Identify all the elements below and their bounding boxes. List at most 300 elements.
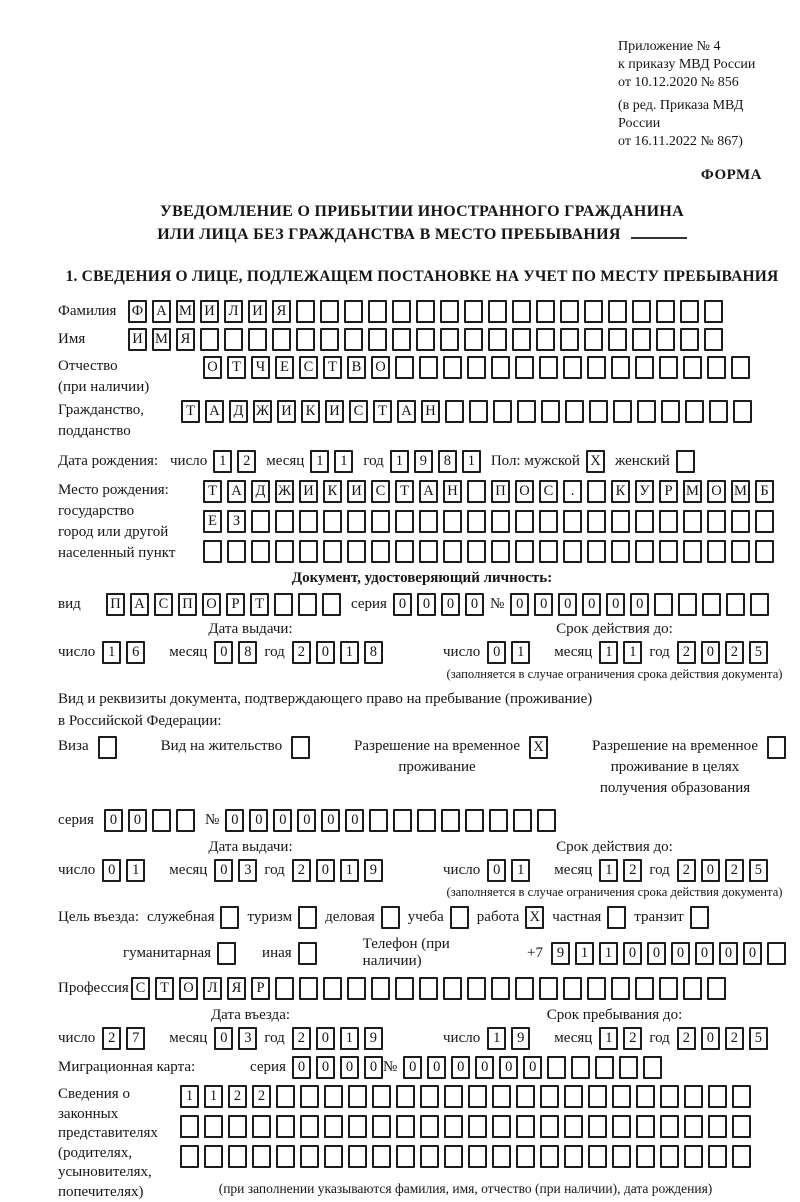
permit-number-cell[interactable]: 0 xyxy=(225,809,244,832)
guardians-cell[interactable] xyxy=(588,1145,607,1168)
name-cell[interactable]: М xyxy=(152,328,171,351)
guardians-cell[interactable] xyxy=(324,1085,343,1108)
patronymic-cell[interactable] xyxy=(563,356,582,379)
doc-type-cell[interactable]: А xyxy=(130,593,149,616)
patronymic-cell[interactable] xyxy=(515,356,534,379)
name-cell[interactable] xyxy=(320,328,339,351)
birthplace-cell[interactable] xyxy=(611,510,630,533)
doc-type-cell[interactable]: Р xyxy=(226,593,245,616)
iddoc-issue-year-cell[interactable]: 2 xyxy=(292,641,311,664)
iddoc-issue-year-cell[interactable]: 1 xyxy=(340,641,359,664)
stay-month-cell[interactable]: 2 xyxy=(623,1027,642,1050)
guardians-cell[interactable] xyxy=(540,1085,559,1108)
guardians-cell[interactable] xyxy=(204,1145,223,1168)
birthplace-cell[interactable] xyxy=(251,510,270,533)
birthplace-cell[interactable] xyxy=(683,540,702,563)
permit-number-cell[interactable]: 0 xyxy=(321,809,340,832)
citizenship-cell[interactable] xyxy=(517,400,536,423)
guardians-cell[interactable] xyxy=(372,1115,391,1138)
permit-issue-year-cell[interactable]: 9 xyxy=(364,859,383,882)
permit-number-cell[interactable] xyxy=(537,809,556,832)
citizenship-cell[interactable]: Т xyxy=(373,400,392,423)
patronymic-cell[interactable] xyxy=(635,356,654,379)
guardians-cell[interactable] xyxy=(636,1115,655,1138)
purpose-private-checkbox-cell[interactable] xyxy=(607,906,626,929)
birthplace-cell[interactable] xyxy=(635,540,654,563)
patronymic-cell[interactable] xyxy=(491,356,510,379)
birthplace-cell[interactable]: А xyxy=(227,480,246,503)
guardians-cell[interactable] xyxy=(252,1115,271,1138)
migcard-number-cell[interactable] xyxy=(595,1056,614,1079)
birthplace-cell[interactable] xyxy=(251,540,270,563)
permit-number-cell[interactable]: 0 xyxy=(249,809,268,832)
guardians-cell[interactable] xyxy=(492,1115,511,1138)
phone-cell[interactable]: 0 xyxy=(671,942,690,965)
migcard-number-cell[interactable]: 0 xyxy=(475,1056,494,1079)
patronymic-cell[interactable]: Т xyxy=(323,356,342,379)
doc-type-cell[interactable]: П xyxy=(178,593,197,616)
birthplace-cell[interactable] xyxy=(587,540,606,563)
surname-cell[interactable] xyxy=(608,300,627,323)
birthplace-cell[interactable]: О xyxy=(515,480,534,503)
surname-cell[interactable] xyxy=(464,300,483,323)
permit-series-cell[interactable] xyxy=(152,809,171,832)
birthplace-cell[interactable] xyxy=(395,540,414,563)
surname-cell[interactable]: Я xyxy=(272,300,291,323)
name-cell[interactable] xyxy=(248,328,267,351)
guardians-cell[interactable] xyxy=(468,1085,487,1108)
entry-day-cell[interactable]: 2 xyxy=(102,1027,121,1050)
doc-number-cell[interactable]: 0 xyxy=(510,593,529,616)
profession-cell[interactable] xyxy=(515,977,534,1000)
guardians-cell[interactable] xyxy=(324,1115,343,1138)
guardians-cell[interactable] xyxy=(708,1115,727,1138)
birthplace-cell[interactable] xyxy=(227,540,246,563)
permit-number-cell[interactable]: 0 xyxy=(273,809,292,832)
doc-type-cell[interactable]: Т xyxy=(250,593,269,616)
patronymic-cell[interactable] xyxy=(443,356,462,379)
profession-cell[interactable] xyxy=(275,977,294,1000)
citizenship-cell[interactable]: И xyxy=(277,400,296,423)
permit-series-cell[interactable] xyxy=(176,809,195,832)
migcard-number-cell[interactable] xyxy=(619,1056,638,1079)
migcard-number-cell[interactable]: 0 xyxy=(523,1056,542,1079)
guardians-cell[interactable] xyxy=(420,1115,439,1138)
iddoc-issue-month-cell[interactable]: 8 xyxy=(238,641,257,664)
iddoc-issue-year-cell[interactable]: 8 xyxy=(364,641,383,664)
profession-cell[interactable] xyxy=(683,977,702,1000)
citizenship-cell[interactable] xyxy=(733,400,752,423)
name-cell[interactable] xyxy=(512,328,531,351)
surname-cell[interactable]: И xyxy=(248,300,267,323)
iddoc-expiry-day-cell[interactable]: 1 xyxy=(511,641,530,664)
surname-cell[interactable] xyxy=(560,300,579,323)
permit-expiry-year-cell[interactable]: 2 xyxy=(725,859,744,882)
citizenship-cell[interactable] xyxy=(637,400,656,423)
citizenship-cell[interactable] xyxy=(565,400,584,423)
guardians-cell[interactable] xyxy=(204,1115,223,1138)
guardians-cell[interactable] xyxy=(348,1085,367,1108)
birthplace-cell[interactable]: С xyxy=(371,480,390,503)
patronymic-cell[interactable] xyxy=(419,356,438,379)
guardians-cell[interactable] xyxy=(372,1085,391,1108)
guardians-cell[interactable] xyxy=(444,1085,463,1108)
permit-number-cell[interactable] xyxy=(369,809,388,832)
guardians-cell[interactable] xyxy=(276,1115,295,1138)
title-blank-underline[interactable] xyxy=(631,224,687,239)
name-cell[interactable] xyxy=(440,328,459,351)
guardians-cell[interactable] xyxy=(660,1145,679,1168)
surname-cell[interactable] xyxy=(632,300,651,323)
iddoc-expiry-month-cell[interactable]: 1 xyxy=(599,641,618,664)
iddoc-expiry-year-cell[interactable]: 2 xyxy=(725,641,744,664)
migcard-number-cell[interactable]: 0 xyxy=(499,1056,518,1079)
birthplace-cell[interactable] xyxy=(299,510,318,533)
surname-cell[interactable]: А xyxy=(152,300,171,323)
iddoc-expiry-day-cell[interactable]: 0 xyxy=(487,641,506,664)
guardians-cell[interactable] xyxy=(612,1145,631,1168)
surname-cell[interactable] xyxy=(320,300,339,323)
purpose-business-checkbox-cell[interactable] xyxy=(381,906,400,929)
surname-cell[interactable] xyxy=(656,300,675,323)
birthplace-cell[interactable]: П xyxy=(491,480,510,503)
citizenship-cell[interactable] xyxy=(709,400,728,423)
permit-number-cell[interactable]: 0 xyxy=(345,809,364,832)
citizenship-cell[interactable]: А xyxy=(397,400,416,423)
birthplace-cell[interactable]: Д xyxy=(251,480,270,503)
phone-cell[interactable]: 0 xyxy=(743,942,762,965)
purpose-other-checkbox-cell[interactable] xyxy=(298,942,317,965)
birthplace-cell[interactable]: . xyxy=(563,480,582,503)
guardians-cell[interactable] xyxy=(324,1145,343,1168)
birthplace-cell[interactable] xyxy=(467,540,486,563)
guardians-cell[interactable] xyxy=(276,1085,295,1108)
birthplace-cell[interactable] xyxy=(755,510,774,533)
migcard-number-cell[interactable]: 0 xyxy=(451,1056,470,1079)
birthplace-cell[interactable] xyxy=(467,480,486,503)
birthplace-cell[interactable] xyxy=(371,510,390,533)
birth-day-cell[interactable]: 2 xyxy=(237,450,256,473)
profession-cell[interactable]: Т xyxy=(155,977,174,1000)
permit-number-cell[interactable] xyxy=(393,809,412,832)
iddoc-expiry-year-cell[interactable]: 0 xyxy=(701,641,720,664)
name-cell[interactable]: И xyxy=(128,328,147,351)
birthplace-cell[interactable]: С xyxy=(539,480,558,503)
birthplace-cell[interactable] xyxy=(539,540,558,563)
patronymic-cell[interactable] xyxy=(611,356,630,379)
purpose-tourism-checkbox-cell[interactable] xyxy=(298,906,317,929)
birthplace-cell[interactable] xyxy=(515,540,534,563)
guardians-cell[interactable]: 1 xyxy=(180,1085,199,1108)
profession-cell[interactable] xyxy=(539,977,558,1000)
profession-cell[interactable] xyxy=(467,977,486,1000)
guardians-cell[interactable] xyxy=(540,1145,559,1168)
migcard-series-cell[interactable]: 0 xyxy=(364,1056,383,1079)
surname-cell[interactable] xyxy=(536,300,555,323)
birthplace-cell[interactable]: Е xyxy=(203,510,222,533)
birthplace-cell[interactable] xyxy=(347,510,366,533)
birthplace-cell[interactable]: Н xyxy=(443,480,462,503)
birthplace-cell[interactable] xyxy=(323,540,342,563)
name-cell[interactable] xyxy=(632,328,651,351)
birthplace-cell[interactable] xyxy=(323,510,342,533)
birthplace-cell[interactable] xyxy=(635,510,654,533)
birthplace-cell[interactable] xyxy=(491,540,510,563)
birth-year-cell[interactable]: 1 xyxy=(462,450,481,473)
guardians-cell[interactable] xyxy=(468,1115,487,1138)
permit-issue-year-cell[interactable]: 0 xyxy=(316,859,335,882)
temporary-residence-checkbox-cell[interactable]: X xyxy=(529,736,548,759)
migcard-number-cell[interactable] xyxy=(643,1056,662,1079)
permit-number-cell[interactable] xyxy=(489,809,508,832)
sex-female-checkbox-cell[interactable] xyxy=(676,450,695,473)
surname-cell[interactable] xyxy=(584,300,603,323)
guardians-cell[interactable] xyxy=(228,1115,247,1138)
sex-male-checkbox-cell[interactable]: X xyxy=(586,450,605,473)
name-cell[interactable] xyxy=(608,328,627,351)
permit-expiry-month-cell[interactable]: 2 xyxy=(623,859,642,882)
purpose-humanitarian-checkbox-cell[interactable] xyxy=(217,942,236,965)
profession-cell[interactable] xyxy=(347,977,366,1000)
name-cell[interactable] xyxy=(296,328,315,351)
birth-month-cell[interactable]: 1 xyxy=(310,450,329,473)
guardians-cell[interactable] xyxy=(708,1085,727,1108)
birthplace-cell[interactable]: Ж xyxy=(275,480,294,503)
doc-number-cell[interactable]: 0 xyxy=(582,593,601,616)
surname-cell[interactable] xyxy=(344,300,363,323)
birthplace-cell[interactable] xyxy=(563,540,582,563)
surname-cell[interactable] xyxy=(488,300,507,323)
guardians-cell[interactable] xyxy=(636,1145,655,1168)
guardians-cell[interactable] xyxy=(396,1145,415,1168)
birthplace-cell[interactable]: З xyxy=(227,510,246,533)
patronymic-cell[interactable]: Е xyxy=(275,356,294,379)
profession-cell[interactable]: Р xyxy=(251,977,270,1000)
citizenship-cell[interactable]: Д xyxy=(229,400,248,423)
patronymic-cell[interactable] xyxy=(467,356,486,379)
birthplace-cell[interactable] xyxy=(347,540,366,563)
entry-month-cell[interactable]: 3 xyxy=(238,1027,257,1050)
citizenship-cell[interactable]: И xyxy=(325,400,344,423)
name-cell[interactable] xyxy=(560,328,579,351)
profession-cell[interactable]: Я xyxy=(227,977,246,1000)
phone-cell[interactable]: 0 xyxy=(695,942,714,965)
birthplace-cell[interactable] xyxy=(611,540,630,563)
phone-cell[interactable]: 1 xyxy=(599,942,618,965)
profession-cell[interactable]: С xyxy=(131,977,150,1000)
guardians-cell[interactable]: 2 xyxy=(228,1085,247,1108)
birthplace-cell[interactable]: К xyxy=(611,480,630,503)
guardians-cell[interactable] xyxy=(444,1145,463,1168)
profession-cell[interactable] xyxy=(299,977,318,1000)
permit-issue-month-cell[interactable]: 0 xyxy=(214,859,233,882)
guardians-cell[interactable] xyxy=(564,1115,583,1138)
doc-number-cell[interactable]: 0 xyxy=(558,593,577,616)
guardians-cell[interactable] xyxy=(540,1115,559,1138)
guardians-cell[interactable] xyxy=(420,1085,439,1108)
doc-number-cell[interactable]: 0 xyxy=(606,593,625,616)
doc-type-cell[interactable] xyxy=(274,593,293,616)
residence-permit-checkbox-cell[interactable] xyxy=(291,736,310,759)
doc-series-cell[interactable]: 0 xyxy=(393,593,412,616)
birthplace-cell[interactable] xyxy=(203,540,222,563)
guardians-cell[interactable] xyxy=(564,1085,583,1108)
citizenship-cell[interactable] xyxy=(661,400,680,423)
doc-number-cell[interactable]: 0 xyxy=(630,593,649,616)
permit-expiry-year-cell[interactable]: 0 xyxy=(701,859,720,882)
guardians-cell[interactable] xyxy=(684,1145,703,1168)
guardians-cell[interactable] xyxy=(396,1115,415,1138)
stay-day-cell[interactable]: 9 xyxy=(511,1027,530,1050)
patronymic-cell[interactable]: О xyxy=(371,356,390,379)
name-cell[interactable] xyxy=(584,328,603,351)
birthplace-cell[interactable] xyxy=(659,540,678,563)
temporary-residence-education-checkbox-cell[interactable] xyxy=(767,736,786,759)
doc-number-cell[interactable] xyxy=(726,593,745,616)
profession-cell[interactable] xyxy=(395,977,414,1000)
name-cell[interactable] xyxy=(224,328,243,351)
citizenship-cell[interactable] xyxy=(685,400,704,423)
birthplace-cell[interactable] xyxy=(563,510,582,533)
guardians-cell[interactable] xyxy=(252,1145,271,1168)
name-cell[interactable] xyxy=(200,328,219,351)
permit-number-cell[interactable]: 0 xyxy=(297,809,316,832)
profession-cell[interactable] xyxy=(443,977,462,1000)
guardians-cell[interactable] xyxy=(612,1115,631,1138)
patronymic-cell[interactable] xyxy=(659,356,678,379)
permit-expiry-year-cell[interactable]: 2 xyxy=(677,859,696,882)
guardians-cell[interactable] xyxy=(588,1085,607,1108)
entry-month-cell[interactable]: 0 xyxy=(214,1027,233,1050)
name-cell[interactable] xyxy=(392,328,411,351)
migcard-number-cell[interactable] xyxy=(547,1056,566,1079)
migcard-number-cell[interactable]: 0 xyxy=(427,1056,446,1079)
guardians-cell[interactable] xyxy=(300,1085,319,1108)
entry-year-cell[interactable]: 9 xyxy=(364,1027,383,1050)
surname-cell[interactable]: И xyxy=(200,300,219,323)
patronymic-cell[interactable] xyxy=(395,356,414,379)
guardians-cell[interactable] xyxy=(660,1115,679,1138)
phone-cell[interactable]: 0 xyxy=(623,942,642,965)
guardians-cell[interactable] xyxy=(684,1085,703,1108)
permit-issue-month-cell[interactable]: 3 xyxy=(238,859,257,882)
birthplace-cell[interactable] xyxy=(371,540,390,563)
purpose-transit-checkbox-cell[interactable] xyxy=(690,906,709,929)
phone-cell[interactable]: 0 xyxy=(719,942,738,965)
phone-cell[interactable] xyxy=(767,942,786,965)
permit-issue-day-cell[interactable]: 1 xyxy=(126,859,145,882)
iddoc-issue-month-cell[interactable]: 0 xyxy=(214,641,233,664)
entry-year-cell[interactable]: 1 xyxy=(340,1027,359,1050)
guardians-cell[interactable]: 1 xyxy=(204,1085,223,1108)
iddoc-issue-day-cell[interactable]: 6 xyxy=(126,641,145,664)
permit-expiry-month-cell[interactable]: 1 xyxy=(599,859,618,882)
name-cell[interactable] xyxy=(488,328,507,351)
surname-cell[interactable] xyxy=(512,300,531,323)
guardians-cell[interactable] xyxy=(348,1145,367,1168)
iddoc-expiry-year-cell[interactable]: 2 xyxy=(677,641,696,664)
guardians-cell[interactable] xyxy=(444,1115,463,1138)
profession-cell[interactable] xyxy=(587,977,606,1000)
guardians-cell[interactable] xyxy=(420,1145,439,1168)
birthplace-cell[interactable] xyxy=(587,480,606,503)
permit-expiry-day-cell[interactable]: 1 xyxy=(511,859,530,882)
birthplace-cell[interactable]: У xyxy=(635,480,654,503)
surname-cell[interactable]: Л xyxy=(224,300,243,323)
surname-cell[interactable] xyxy=(440,300,459,323)
birthplace-cell[interactable] xyxy=(539,510,558,533)
guardians-cell[interactable] xyxy=(348,1115,367,1138)
name-cell[interactable] xyxy=(704,328,723,351)
guardians-cell[interactable] xyxy=(612,1085,631,1108)
doc-number-cell[interactable] xyxy=(654,593,673,616)
purpose-work-checkbox-cell[interactable]: X xyxy=(525,906,544,929)
birth-year-cell[interactable]: 9 xyxy=(414,450,433,473)
name-cell[interactable] xyxy=(272,328,291,351)
guardians-cell[interactable] xyxy=(732,1115,751,1138)
name-cell[interactable] xyxy=(368,328,387,351)
citizenship-cell[interactable]: К xyxy=(301,400,320,423)
iddoc-expiry-year-cell[interactable]: 5 xyxy=(749,641,768,664)
doc-type-cell[interactable]: П xyxy=(106,593,125,616)
name-cell[interactable] xyxy=(464,328,483,351)
birthplace-cell[interactable] xyxy=(275,540,294,563)
birthplace-cell[interactable] xyxy=(395,510,414,533)
guardians-cell[interactable] xyxy=(636,1085,655,1108)
birthplace-cell[interactable] xyxy=(731,510,750,533)
citizenship-cell[interactable] xyxy=(445,400,464,423)
entry-year-cell[interactable]: 0 xyxy=(316,1027,335,1050)
guardians-cell[interactable] xyxy=(492,1145,511,1168)
migcard-series-cell[interactable]: 0 xyxy=(292,1056,311,1079)
guardians-cell[interactable] xyxy=(180,1115,199,1138)
surname-cell[interactable] xyxy=(296,300,315,323)
patronymic-cell[interactable]: О xyxy=(203,356,222,379)
citizenship-cell[interactable]: Ж xyxy=(253,400,272,423)
migcard-number-cell[interactable]: 0 xyxy=(403,1056,422,1079)
patronymic-cell[interactable]: С xyxy=(299,356,318,379)
migcard-series-cell[interactable]: 0 xyxy=(340,1056,359,1079)
guardians-cell[interactable] xyxy=(228,1145,247,1168)
guardians-cell[interactable] xyxy=(732,1085,751,1108)
permit-expiry-year-cell[interactable]: 5 xyxy=(749,859,768,882)
permit-issue-year-cell[interactable]: 1 xyxy=(340,859,359,882)
guardians-cell[interactable]: 2 xyxy=(252,1085,271,1108)
guardians-cell[interactable] xyxy=(468,1145,487,1168)
doc-number-cell[interactable]: 0 xyxy=(534,593,553,616)
birthplace-cell[interactable]: И xyxy=(347,480,366,503)
profession-cell[interactable] xyxy=(323,977,342,1000)
migcard-number-cell[interactable] xyxy=(571,1056,590,1079)
profession-cell[interactable] xyxy=(707,977,726,1000)
purpose-study-checkbox-cell[interactable] xyxy=(450,906,469,929)
name-cell[interactable] xyxy=(416,328,435,351)
guardians-cell[interactable] xyxy=(564,1145,583,1168)
citizenship-cell[interactable] xyxy=(469,400,488,423)
guardians-cell[interactable] xyxy=(396,1085,415,1108)
doc-type-cell[interactable]: С xyxy=(154,593,173,616)
name-cell[interactable] xyxy=(536,328,555,351)
profession-cell[interactable] xyxy=(611,977,630,1000)
birth-year-cell[interactable]: 8 xyxy=(438,450,457,473)
permit-issue-year-cell[interactable]: 2 xyxy=(292,859,311,882)
birthplace-cell[interactable]: А xyxy=(419,480,438,503)
surname-cell[interactable] xyxy=(680,300,699,323)
birthplace-cell[interactable] xyxy=(707,540,726,563)
birthplace-cell[interactable] xyxy=(683,510,702,533)
citizenship-cell[interactable] xyxy=(613,400,632,423)
birthplace-cell[interactable] xyxy=(275,510,294,533)
